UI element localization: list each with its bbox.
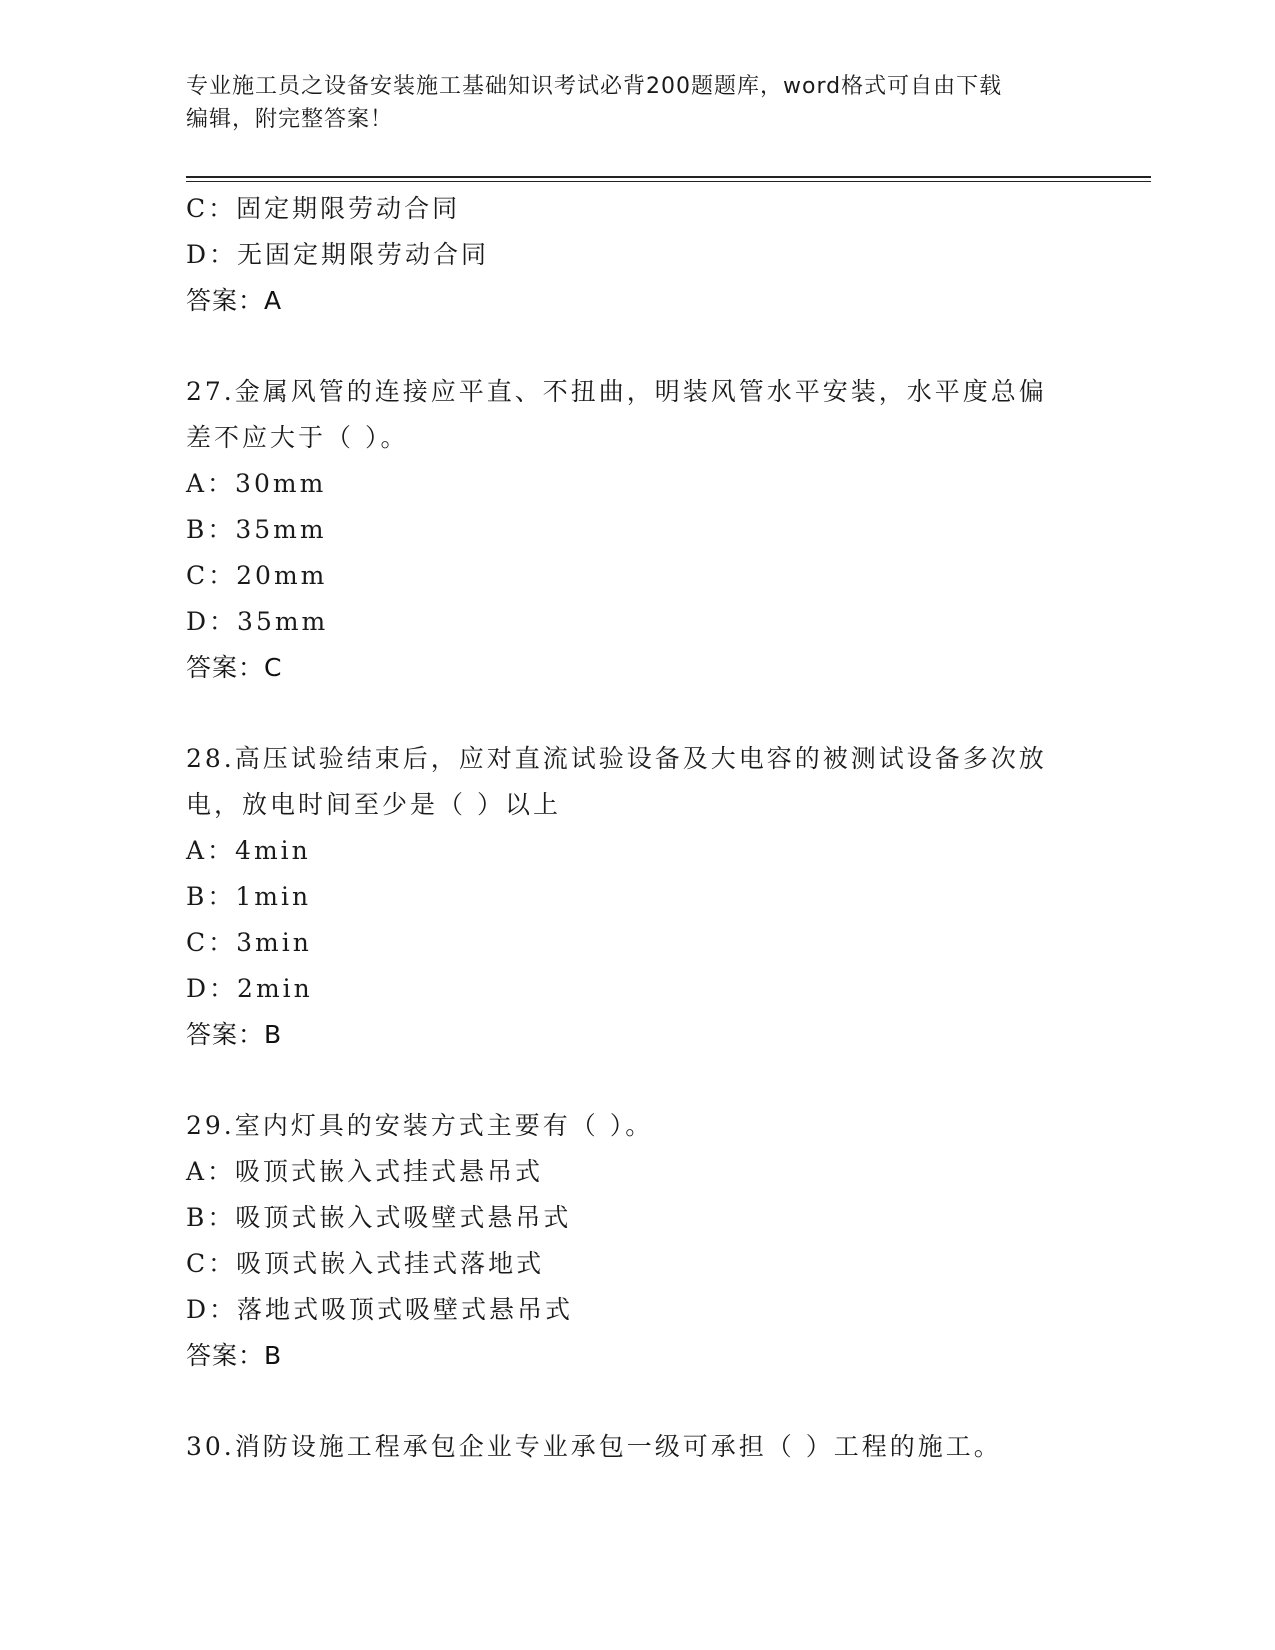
stem-line: 29.室内灯具的安装方式主要有（ ）。 <box>186 1111 654 1140</box>
answer-line: 答案：A <box>186 286 283 315</box>
question-stem <box>186 1424 1086 1470</box>
header-divider <box>186 176 1151 182</box>
spacer <box>186 324 1086 369</box>
stem-line: 28.高压试验结束后，应对直流试验设备及大电容的被测试设备多次放 <box>186 744 1047 773</box>
answer-line: 答案：B <box>186 1341 283 1370</box>
answer-line: 答案：C <box>186 653 283 682</box>
option-d: D：2min <box>186 974 313 1003</box>
spacer <box>186 1058 1086 1103</box>
document-header <box>186 70 1066 136</box>
question-30 <box>186 1424 1086 1470</box>
option-a: A：4min <box>186 836 311 865</box>
option-a: A：吸顶式嵌入式挂式悬吊式 <box>186 1157 544 1186</box>
option-d: D：无固定期限劳动合同 <box>186 240 490 269</box>
option-c: C：吸顶式嵌入式挂式落地式 <box>186 1249 545 1278</box>
question-stem <box>186 369 1086 461</box>
option-c: C：固定期限劳动合同 <box>186 194 461 223</box>
option-c: C：20mm <box>186 561 328 590</box>
stem-line: 30.消防设施工程承包企业专业承包一级可承担（ ）工程的施工。 <box>186 1432 1002 1461</box>
spacer <box>186 1379 1086 1424</box>
question-29 <box>186 1103 1086 1379</box>
option-c: C：3min <box>186 928 312 957</box>
stem-line: 电，放电时间至少是（ ）以上 <box>186 790 561 819</box>
option-d: D：落地式吸顶式吸壁式悬吊式 <box>186 1295 574 1324</box>
question-28 <box>186 736 1086 1058</box>
option-b: B：35mm <box>186 515 327 544</box>
stem-line: 27.金属风管的连接应平直、不扭曲，明装风管水平安装，水平度总偏 <box>186 377 1047 406</box>
answer-line: 答案：B <box>186 1020 283 1049</box>
option-b: B：吸顶式嵌入式吸壁式悬吊式 <box>186 1203 572 1232</box>
option-d: D：35mm <box>186 607 329 636</box>
question-fragment <box>186 186 1086 324</box>
stem-line: 差不应大于（ ）。 <box>186 423 409 452</box>
question-list <box>186 186 1086 1470</box>
header-title-line-1: 专业施工员之设备安装施工基础知识考试必背200题题库，word格式可自由下载 <box>186 74 1003 99</box>
option-b: B：1min <box>186 882 312 911</box>
question-stem <box>186 1103 1086 1149</box>
question-27 <box>186 369 1086 691</box>
option-a: A：30mm <box>186 469 327 498</box>
question-stem <box>186 736 1086 828</box>
header-title-line-2: 编辑，附完整答案！ <box>186 107 394 132</box>
spacer <box>186 691 1086 736</box>
